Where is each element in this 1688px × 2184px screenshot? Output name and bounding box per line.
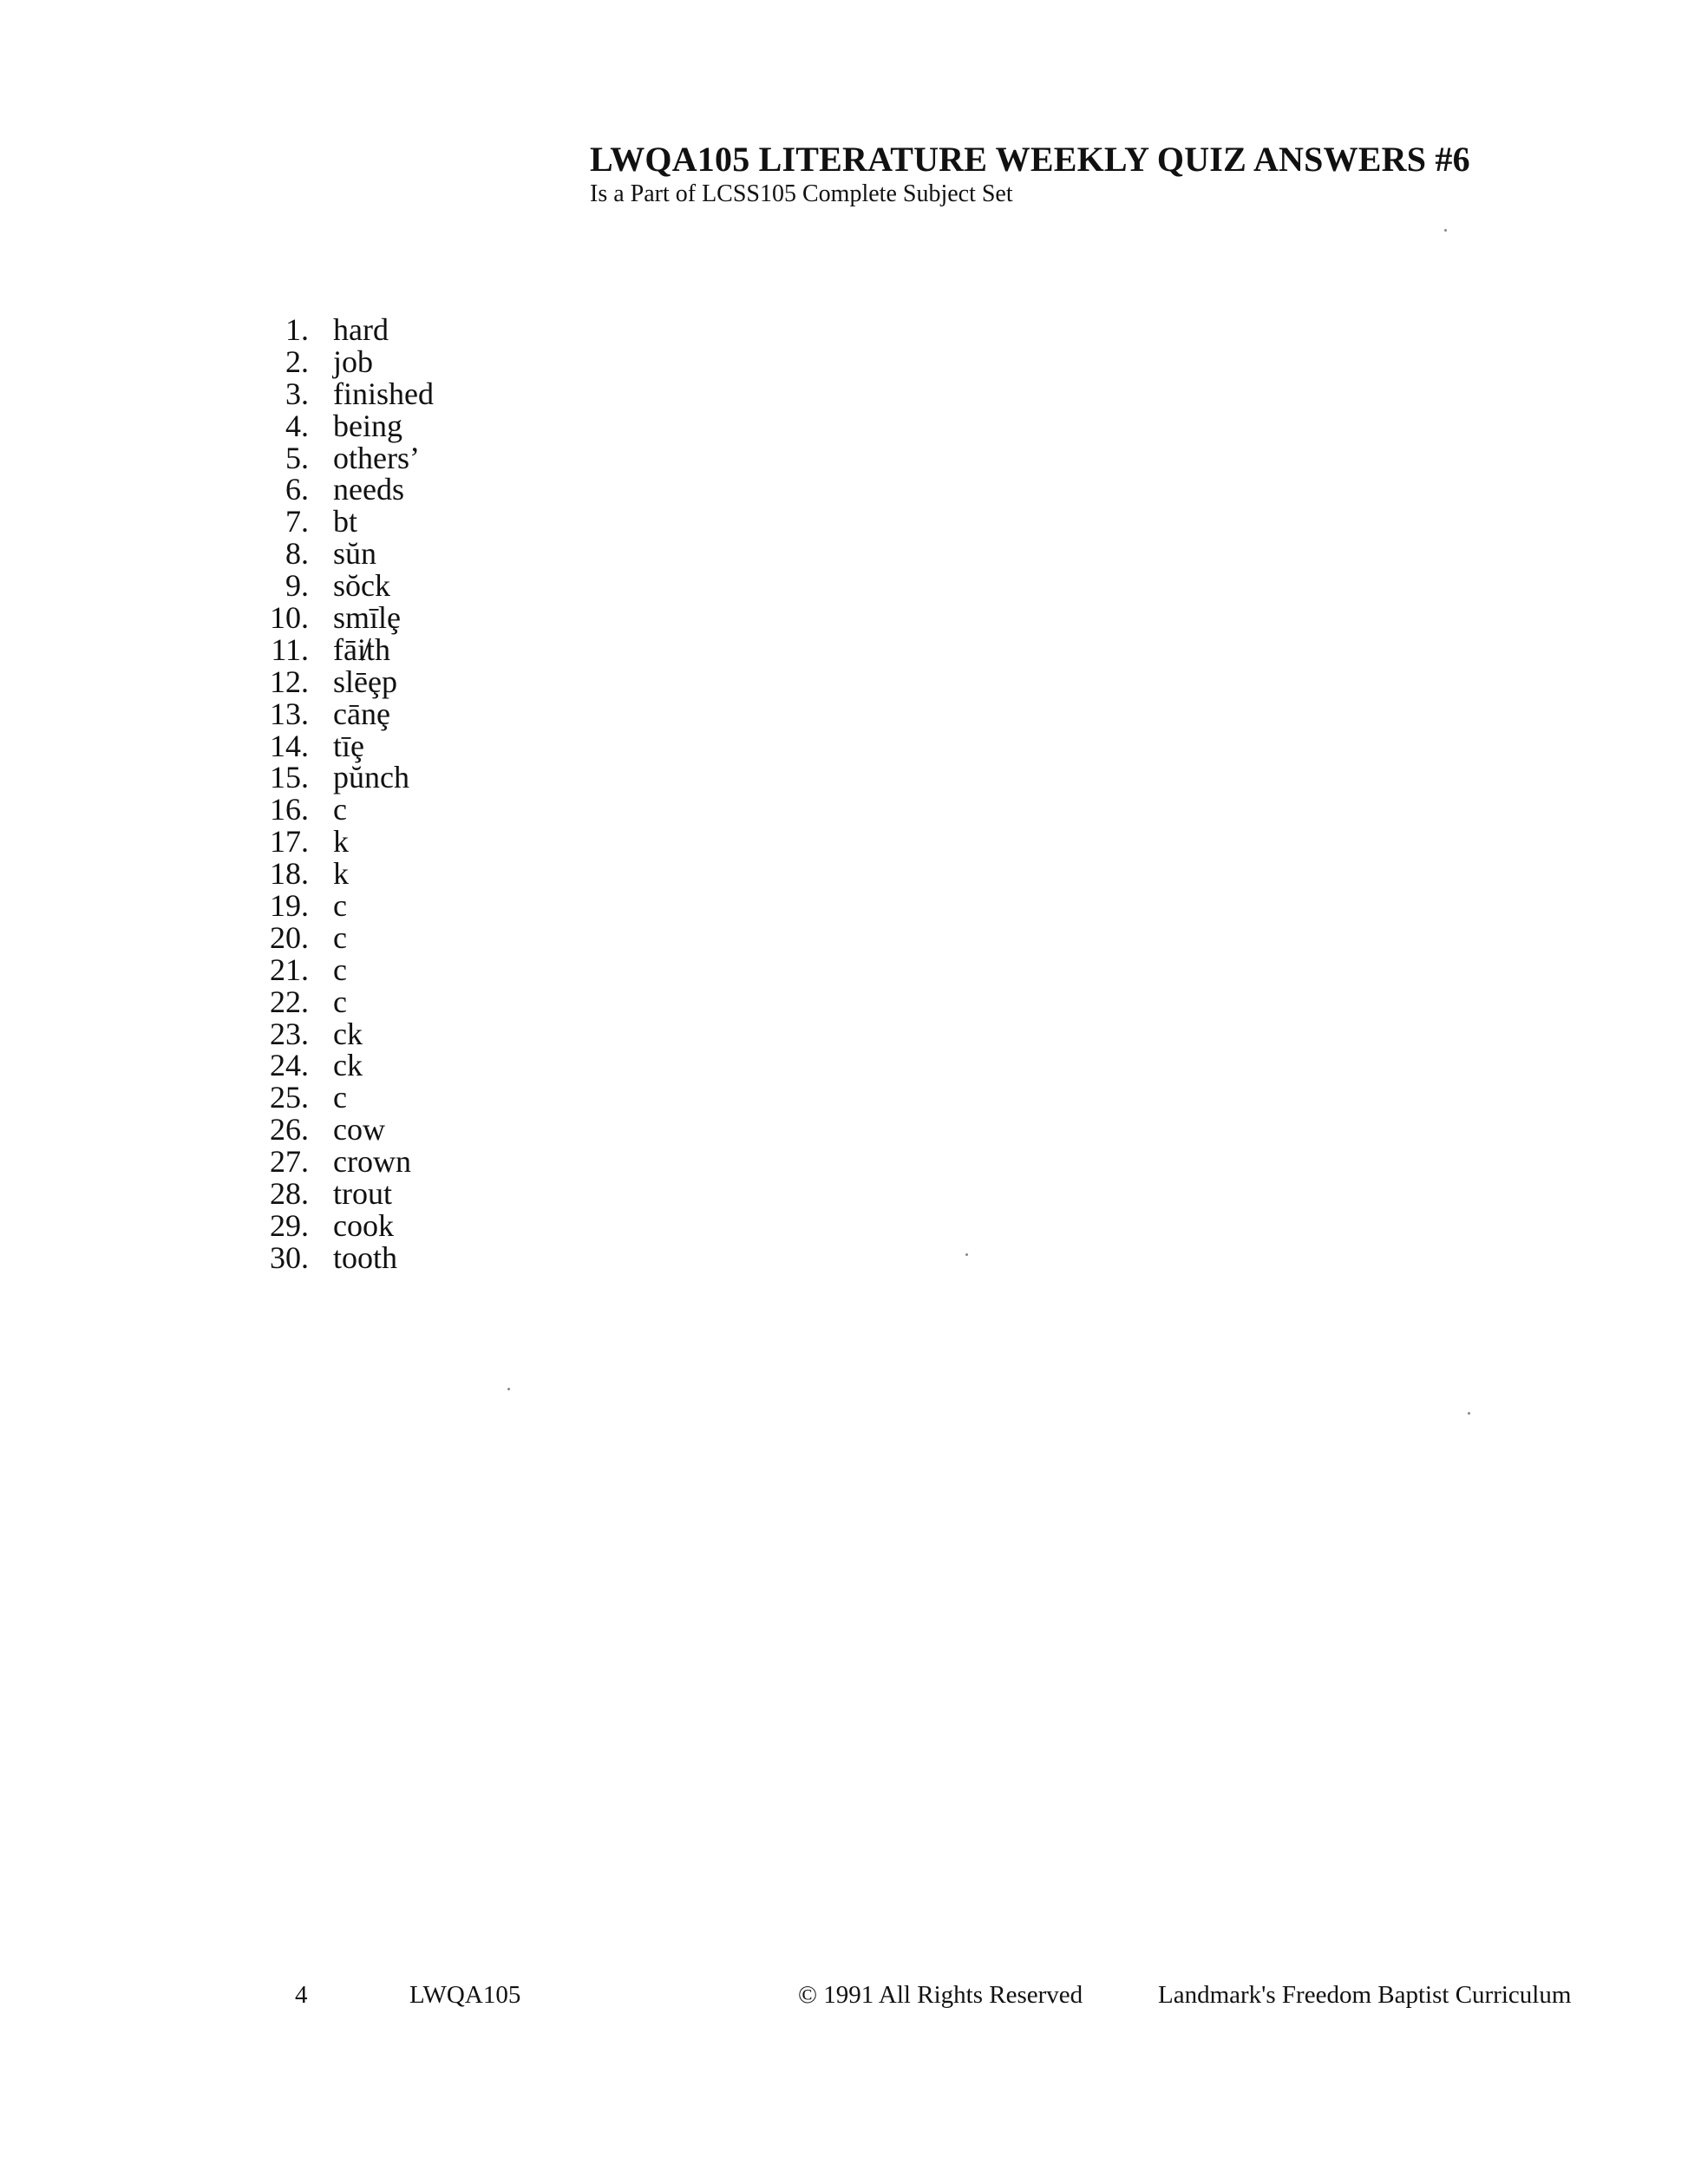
answer-number: 24. [270, 1048, 309, 1083]
answer-number: 9. [285, 568, 309, 604]
answer-number: 15. [270, 760, 309, 795]
scan-speck [1468, 1412, 1470, 1415]
answer-text: trout [333, 1176, 392, 1212]
answer-number: 5. [285, 440, 309, 475]
answer-number: 1. [285, 312, 309, 347]
answer-text: c [333, 1080, 347, 1115]
answer-number: 14. [270, 728, 309, 763]
answer-item [257, 794, 434, 826]
answer-item [257, 474, 434, 506]
answer-text: c [333, 951, 347, 987]
answer-text: others’ [333, 440, 420, 475]
answer-item [257, 1178, 434, 1210]
answer-item [257, 1146, 434, 1178]
answer-text: finished [333, 376, 434, 411]
footer-code: LWQA105 [409, 1981, 521, 2009]
answer-item [257, 1207, 434, 1243]
answer-item [257, 986, 434, 1018]
answer-item [257, 890, 434, 922]
answer-text: k [333, 856, 349, 892]
answer-text: slēȩp [333, 664, 397, 699]
answer-text: smīlȩ [333, 600, 401, 636]
answer-text: k [333, 824, 349, 860]
answer-item [257, 378, 434, 410]
answer-item [257, 410, 434, 442]
answer-number: 11. [271, 631, 309, 667]
answer-item [257, 826, 434, 858]
answer-text: cow [333, 1112, 385, 1148]
answer-item [257, 698, 434, 730]
answer-number: 21. [270, 951, 309, 987]
answer-text: needs [333, 472, 404, 507]
answer-text: job [333, 343, 374, 379]
answer-number: 6. [285, 472, 309, 507]
answer-number: 2. [285, 343, 309, 379]
answer-text: ck [333, 1016, 363, 1051]
answer-text: tīȩ [333, 728, 364, 763]
answer-text: tooth [333, 1239, 398, 1275]
answer-number: 16. [270, 792, 309, 827]
answer-item [257, 858, 434, 890]
answer-text: ck [333, 1048, 363, 1083]
answer-number: 22. [270, 984, 309, 1019]
answer-item [257, 1082, 434, 1114]
answer-number: 3. [285, 376, 309, 411]
answer-item [257, 442, 434, 474]
answer-number: 25. [270, 1080, 309, 1115]
answer-number: 17. [270, 824, 309, 860]
answer-number: 30. [270, 1239, 309, 1275]
answer-text: hard [333, 312, 389, 347]
answer-item [257, 506, 434, 538]
answer-text: c [333, 792, 347, 827]
answer-item [257, 314, 434, 346]
answer-number: 29. [270, 1207, 309, 1243]
answer-text: fāi̸th [333, 631, 390, 667]
scan-speck [1444, 229, 1447, 232]
answer-item [257, 1114, 434, 1146]
answer-number: 20. [270, 919, 309, 955]
answer-list [257, 314, 434, 1274]
answer-text: sŏck [333, 568, 390, 604]
footer-copyright: © 1991 All Rights Reserved [798, 1981, 1083, 2009]
answer-text: bt [333, 504, 358, 539]
answer-item [257, 1018, 434, 1050]
answer-item [257, 919, 434, 955]
document-header [590, 139, 1631, 208]
answer-item [257, 951, 434, 987]
answer-text: crown [333, 1144, 411, 1180]
answer-text: sŭn [333, 536, 377, 572]
answer-item [257, 1049, 434, 1082]
answer-item [257, 1239, 434, 1275]
footer-page-number: 4 [295, 1981, 308, 2009]
answer-number: 8. [285, 536, 309, 572]
answer-number: 26. [270, 1112, 309, 1148]
answer-number: 18. [270, 856, 309, 892]
answer-number: 10. [270, 600, 309, 636]
document-subtitle: Is a Part of LCSS105 Complete Subject Set [590, 180, 1013, 207]
answer-number: 28. [270, 1176, 309, 1212]
answer-item [257, 343, 434, 379]
answer-item [257, 538, 434, 570]
answer-text: c [333, 984, 347, 1019]
answer-number: 19. [270, 888, 309, 924]
answer-item [257, 570, 434, 602]
scan-speck [965, 1253, 968, 1256]
answer-item [257, 631, 434, 667]
answer-number: 13. [270, 696, 309, 731]
answer-text: pŭnch [333, 760, 409, 795]
answer-number: 12. [270, 664, 309, 699]
answer-text: being [333, 408, 402, 443]
answer-number: 23. [270, 1016, 309, 1051]
answer-item [257, 762, 434, 794]
answer-text: c [333, 888, 347, 924]
page-footer [0, 1978, 1688, 2012]
answer-text: cook [333, 1207, 394, 1243]
answer-text: c [333, 919, 347, 955]
answer-number: 7. [285, 504, 309, 539]
answer-item [257, 602, 434, 634]
answer-item [257, 730, 434, 762]
answer-text: cānȩ [333, 696, 390, 731]
answer-item [257, 666, 434, 698]
answer-number: 27. [270, 1144, 309, 1180]
document-title: LWQA105 LITERATURE WEEKLY QUIZ ANSWERS #6 [590, 140, 1470, 179]
scan-speck [507, 1388, 510, 1390]
answer-number: 4. [285, 408, 309, 443]
footer-publisher: Landmark's Freedom Baptist Curriculum [1158, 1981, 1572, 2009]
